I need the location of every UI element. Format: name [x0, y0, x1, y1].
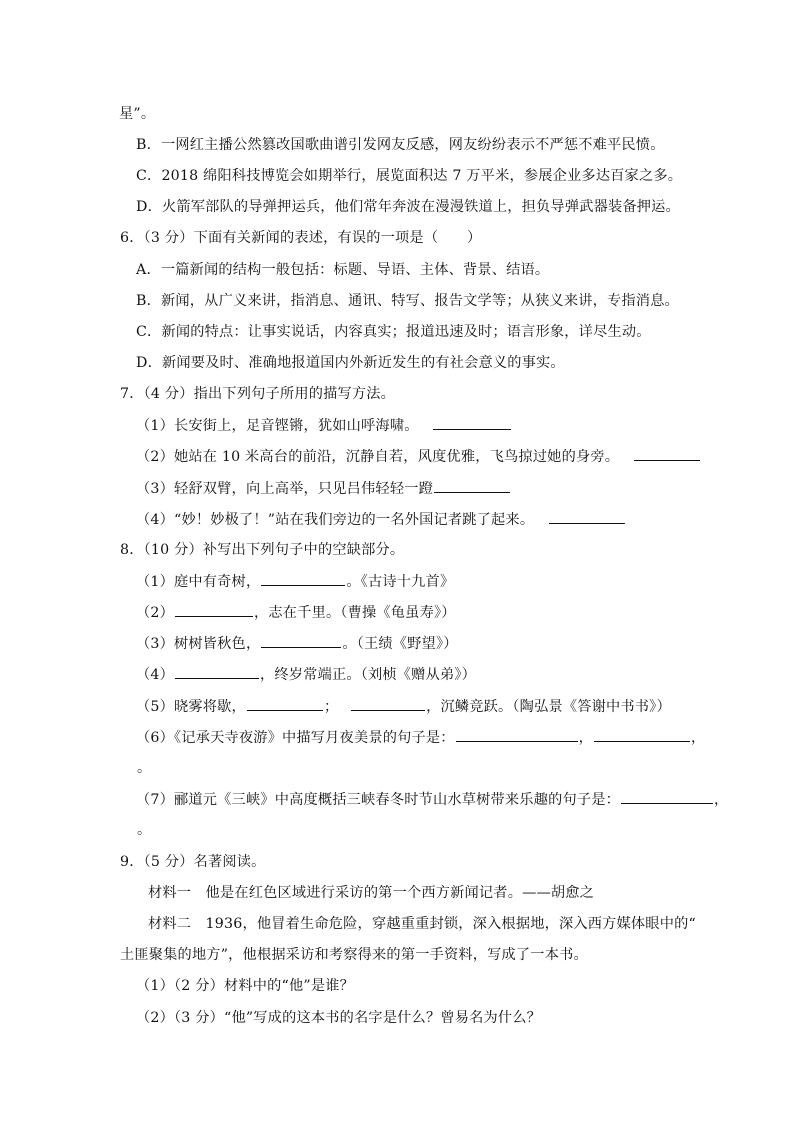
q8-item-3: [136, 633, 458, 654]
q8-item-1-suffix: 。《古诗十九首》: [346, 574, 455, 590]
answer-blank[interactable]: [434, 478, 510, 493]
q7-sentence-2-text: （2）她站在 10 米高台的前沿，沉静自若，风度优雅，飞鸟掠过她的身旁。: [136, 449, 620, 465]
answer-blank[interactable]: [261, 571, 345, 586]
q8-item-7-prefix: （7）郦道元《三峡》中高度概括三峡春冬时节山水草树带来乐趣的句子是：: [136, 792, 621, 808]
q6-option-c: C．新闻的特点：让事实说话，内容真实；报道迅速及时；语言形象，详尽生动。: [136, 324, 651, 340]
answer-blank[interactable]: [549, 509, 625, 524]
q8-item-7-sep: ，: [714, 792, 729, 808]
q8-item-6: [136, 727, 705, 748]
q5-option-d: D．火箭军部队的导弹押运兵，他们常年奔波在漫漫铁道上，担负导弹武器装备押运。: [136, 199, 680, 215]
q8-item-6-prefix: （6）《记承天寺夜游》中描写月夜美景的句子是：: [136, 730, 455, 746]
q8-item-6-sep: ，: [578, 730, 594, 746]
q8-item-2-suffix: ，志在千里。（曹操《龟虽寿》）: [254, 605, 456, 621]
q8-item-3-suffix: 。（王绩《野望》）: [342, 636, 458, 652]
q8-item-5: [136, 696, 671, 717]
q8-item-4: [136, 664, 476, 685]
q9-stem: 9．（5 分）名著阅读。: [120, 854, 266, 870]
answer-blank[interactable]: [261, 633, 341, 648]
answer-blank[interactable]: [351, 696, 425, 711]
q7-sentence-4-text: （4）“妙！妙极了！”站在我们旁边的一名外国记者跳了起来。: [136, 512, 535, 528]
q6-option-a: A．一篇新闻的结构一般包括：标题、导语、主体、背景、结语。: [136, 262, 550, 278]
q8-item-5-sep: ；: [323, 699, 339, 715]
answer-blank[interactable]: [621, 789, 713, 804]
q9-question-2: （2）（3 分）“他”写成的这本书的名字是什么？曾易名为什么？: [136, 1010, 542, 1026]
q8-item-2: [136, 602, 456, 623]
q8-item-1: [136, 571, 454, 592]
q8-item-1-prefix: （1）庭中有奇树，: [136, 574, 261, 590]
q7-sentence-4: [136, 509, 626, 530]
q6-option-b: B．新闻，从广义来讲，指消息、通讯、特写、报告文学等；从狭义来讲，专指消息。: [136, 293, 679, 309]
q8-item-7-end: 。: [137, 822, 152, 838]
q7-sentence-3: [136, 478, 511, 499]
q9-material-2-continued: 土匪聚集的地方”，他根据采访和考察得来的第一手资料，写成了一本书。: [120, 947, 588, 963]
q8-item-5-suffix: ，沉鳞竞跃。（陶弘景《答谢中书书》）: [426, 699, 671, 715]
answer-blank[interactable]: [456, 727, 578, 742]
q8-item-4-suffix: ，终岁常端正。（刘桢《赠从弟》）: [260, 667, 477, 683]
q7-sentence-1: [136, 415, 512, 436]
q5-option-a-continued: 星”。: [119, 106, 156, 122]
q7-sentence-2: [136, 446, 701, 467]
q8-item-2-prefix: （2）: [136, 605, 175, 621]
q7-sentence-1-text: （1）长安街上，足音铿锵，犹如山呼海啸。: [136, 418, 419, 434]
answer-blank[interactable]: [247, 696, 323, 711]
q6-option-d: D．新闻要及时、准确地报道国内外新近发生的有社会意义的事实。: [136, 355, 565, 371]
q8-stem: 8．（10 分）补写出下列句子中的空缺部分。: [120, 542, 405, 558]
q8-item-7: [136, 789, 728, 810]
q8-item-6-sep2: ，: [691, 730, 706, 746]
q7-sentence-3-text: （3）轻舒双臂，向上高举，只见吕伟轻轻一蹬: [136, 481, 433, 497]
q8-item-3-prefix: （3）树树皆秋色，: [136, 636, 261, 652]
q9-material-1: 材料一 他是在红色区域进行采访的第一个西方新闻记者。——胡愈之: [148, 885, 595, 901]
answer-blank[interactable]: [433, 415, 511, 430]
q8-item-6-end: 。: [137, 760, 152, 776]
q9-material-2: 材料二 1936，他冒着生命危险，穿越重重封锁，深入根据地，深入西方媒体眼中的“: [148, 916, 696, 932]
answer-blank[interactable]: [594, 727, 690, 742]
answer-blank[interactable]: [175, 602, 253, 617]
q9-question-1: （1）（2 分）材料中的“他”是谁？: [136, 978, 355, 994]
q7-stem: 7．（4 分）指出下列句子所用的描写方法。: [120, 386, 396, 402]
answer-blank[interactable]: [634, 446, 700, 461]
q5-option-c: C．2018 绵阳科技博览会如期举行，展览面积达 7 万平米，参展企业多达百家之多。: [136, 168, 683, 184]
answer-blank[interactable]: [175, 664, 259, 679]
q6-stem: 6．（3 分）下面有关新闻的表述，有误的一项是（ ）: [120, 230, 482, 246]
q8-item-4-prefix: （4）: [136, 667, 175, 683]
q5-option-b: B．一网红主播公然篡改国歌曲谱引发网友反感，网友纷纷表示不严惩不难平民愤。: [136, 137, 665, 153]
q8-item-5-prefix: （5）晓雾将歇，: [136, 699, 246, 715]
